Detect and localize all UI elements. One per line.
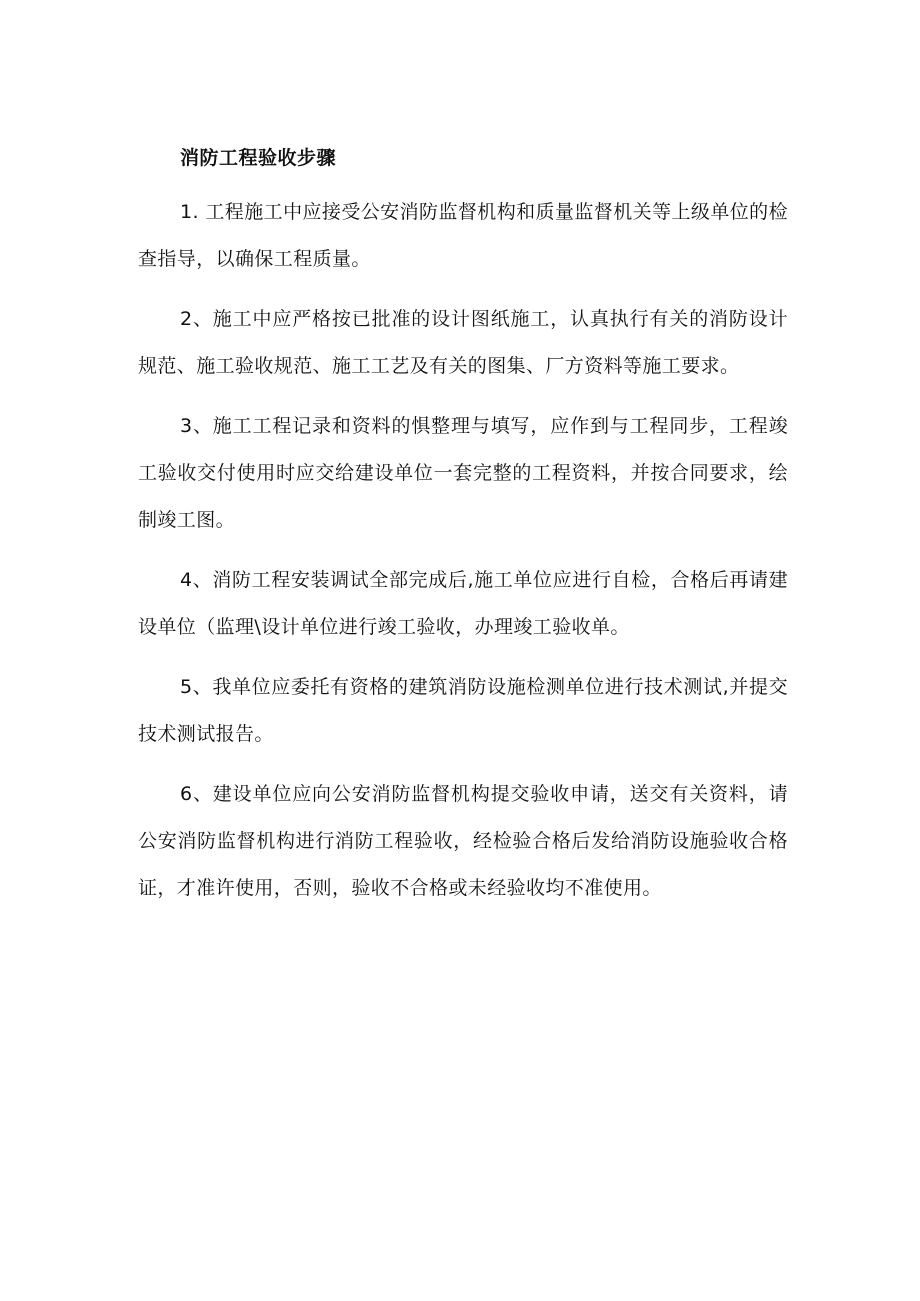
paragraph-2: 2、施工中应严格按已批准的设计图纸施工，认真执行有关的消防设计规范、施工验收规范、施工工艺及有关的图集、厂方资料等施工要求。 (138, 308, 788, 377)
document-title: 消防工程验收步骤 (180, 147, 337, 169)
paragraph-1: 1. 工程施工中应接受公安消防监督机构和质量监督机关等上级单位的检查指导，以确保工程质量。 (138, 201, 788, 270)
paragraph-6: 6、建设单位应向公安消防监督机构提交验收申请，送交有关资料，请公安消防监督机构进行消防工程验收，经检验合格后发给消防设施验收合格证，才准许使用，否则，验收不合格或未经验收均不准使用。 (138, 783, 788, 899)
paragraph-4: 4、消防工程安装调试全部完成后,施工单位应进行自检，合格后再请建设单位（监理\设计单位进行竣工验收，办理竣工验收单。 (138, 569, 788, 638)
paragraph-5: 5、我单位应委托有资格的建筑消防设施检测单位进行技术测试,并提交技术测试报告。 (138, 676, 788, 745)
paragraph-3: 3、施工工程记录和资料的惧整理与填写，应作到与工程同步，工程竣工验收交付使用时应交给建设单位一套完整的工程资料，并按合同要求，绘制竣工图。 (138, 415, 788, 531)
document-body (138, 140, 788, 912)
